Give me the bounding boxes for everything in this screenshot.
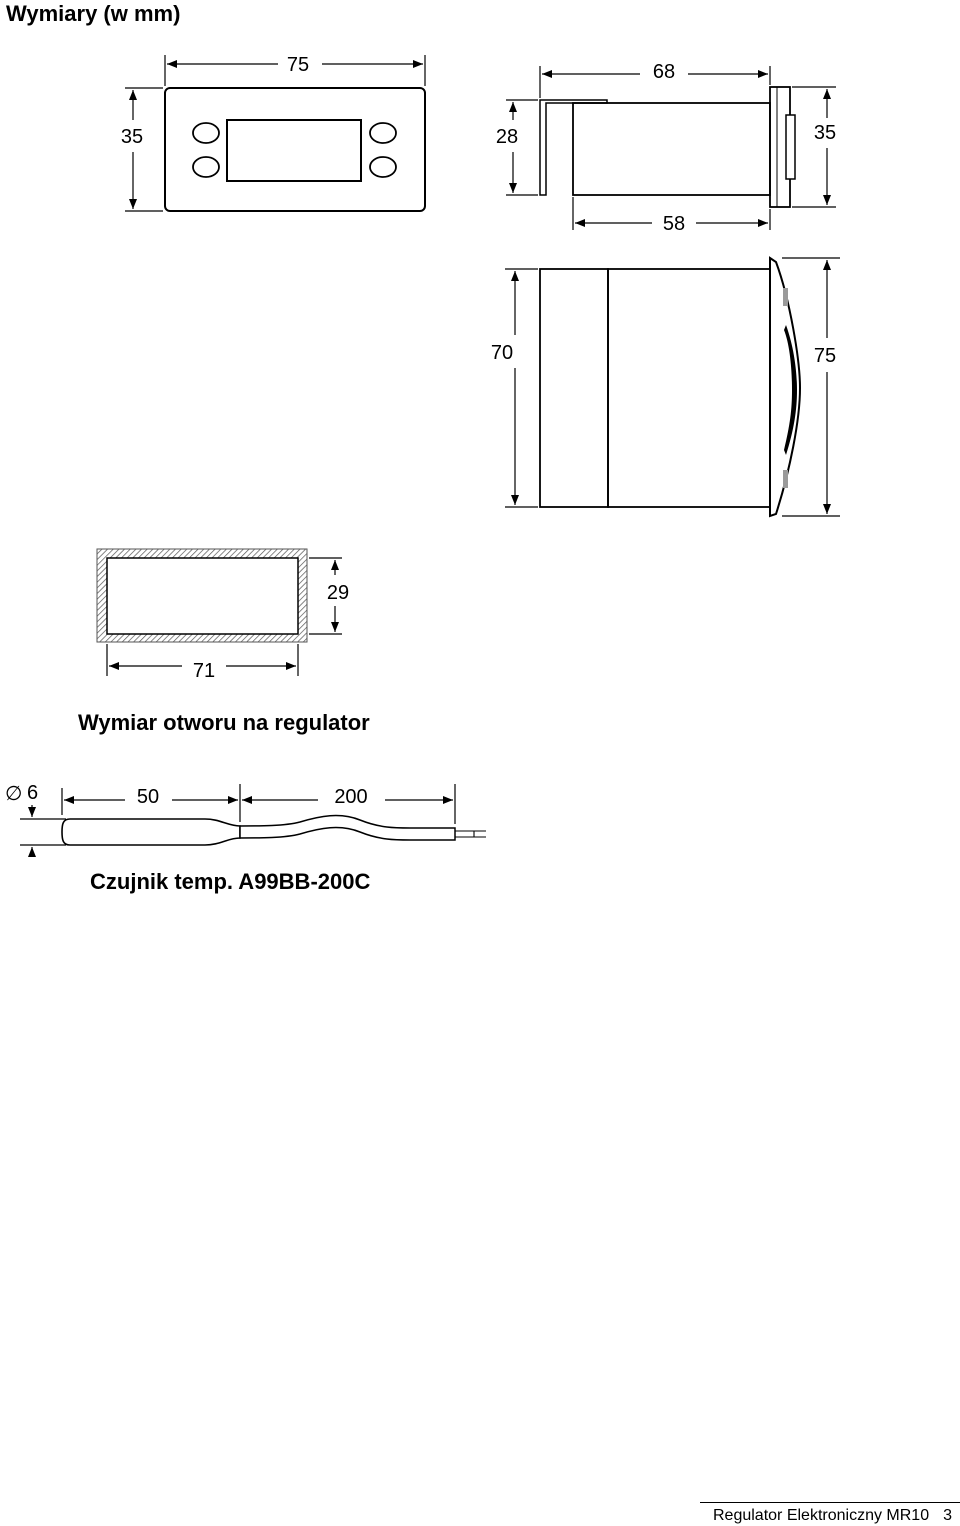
top-clip-lower xyxy=(783,470,788,488)
footer-divider xyxy=(700,1502,960,1503)
page-footer xyxy=(713,1506,952,1526)
front-button-bottom-left xyxy=(193,157,219,177)
panel-cutout xyxy=(78,549,370,735)
sensor-probe xyxy=(62,819,240,845)
sensor-cable xyxy=(240,816,455,840)
sensor-cable-label: 200 xyxy=(334,786,368,808)
sensor-caption: Czujnik temp. A99BB-200C xyxy=(90,869,371,894)
top-front-dimension xyxy=(782,258,840,516)
top-main-housing xyxy=(608,269,770,507)
top-rear-section xyxy=(540,269,608,507)
sensor-diameter-dimension xyxy=(20,805,66,857)
page-title: Wymiary (w mm) xyxy=(6,1,181,26)
sensor-wire-ends xyxy=(455,831,486,837)
side-height-label: 35 xyxy=(813,122,837,144)
front-height-label: 35 xyxy=(120,126,144,148)
cutout-caption: Wymiar otworu na regulator xyxy=(78,710,370,735)
front-width-label: 75 xyxy=(286,54,310,76)
cutout-outer-edge xyxy=(97,549,307,642)
side-housing-body xyxy=(573,103,770,195)
top-body-dimension xyxy=(505,269,538,507)
side-bezel-slot xyxy=(786,115,795,179)
cutout-opening xyxy=(107,558,298,634)
cutout-width-label: 71 xyxy=(192,660,216,682)
front-button-top-right xyxy=(370,123,396,143)
side-bracket-label: 28 xyxy=(495,126,519,148)
sensor-probe-label: 50 xyxy=(136,786,160,808)
sensor-diameter-label: 6 xyxy=(27,782,39,804)
front-display-window xyxy=(227,120,361,181)
top-view xyxy=(491,258,840,516)
cutout-hatched-wall xyxy=(97,549,307,642)
cutout-height-label: 29 xyxy=(326,582,350,604)
side-view xyxy=(496,61,836,235)
top-clip-upper xyxy=(783,288,788,306)
front-button-bottom-right xyxy=(370,157,396,177)
footer-doc-title: Regulator Elektroniczny MR10 xyxy=(713,1507,930,1524)
temperature-sensor xyxy=(5,782,486,894)
side-body-label: 58 xyxy=(662,213,686,235)
footer-page-number: 3 xyxy=(943,1507,952,1524)
side-overall-label: 68 xyxy=(652,61,676,83)
top-front-label: 75 xyxy=(813,345,837,367)
front-panel-outline xyxy=(165,88,425,211)
front-height-dimension xyxy=(125,88,163,211)
front-button-top-left xyxy=(193,123,219,143)
top-body-label: 70 xyxy=(490,342,514,364)
front-view xyxy=(121,54,425,211)
side-height-dimension xyxy=(792,87,836,207)
sensor-diameter-symbol: ∅ xyxy=(5,783,23,805)
